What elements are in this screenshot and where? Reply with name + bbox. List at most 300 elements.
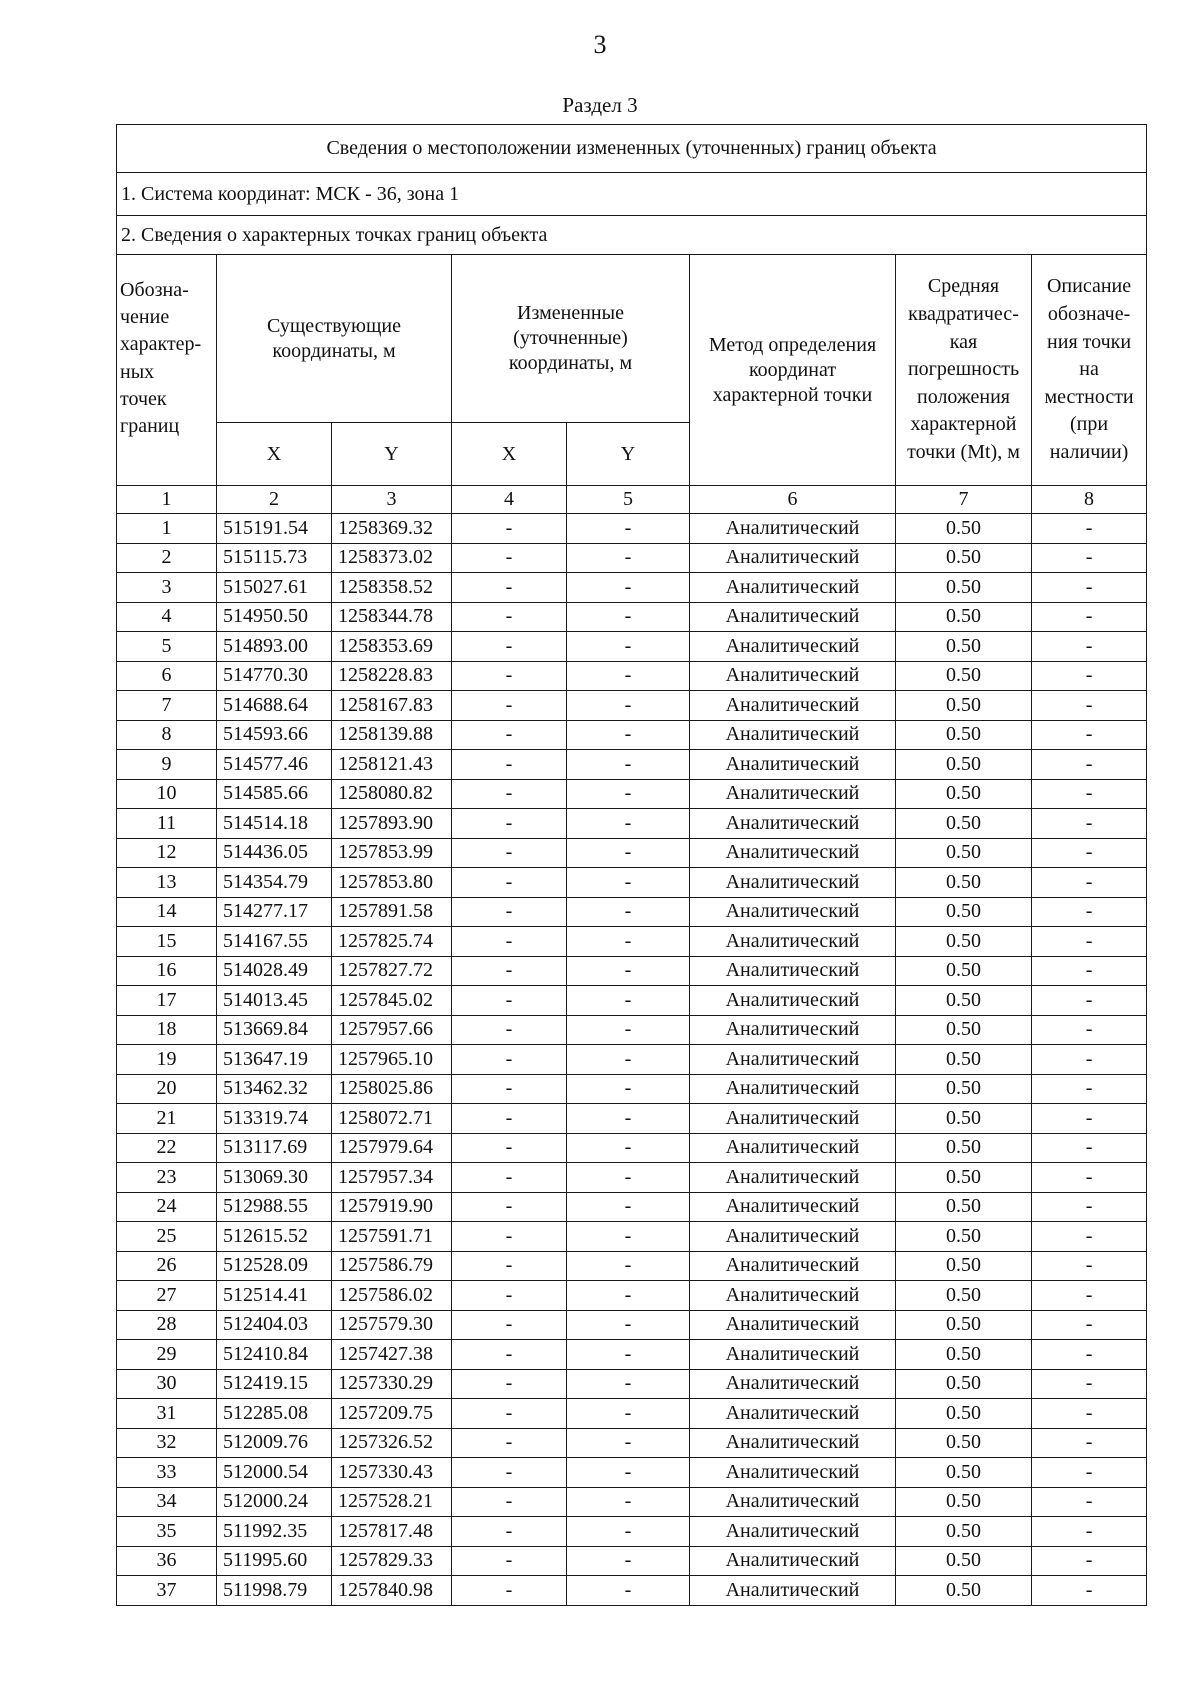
error: 0.50 (896, 1045, 1032, 1075)
table-row (117, 927, 1147, 957)
existing-y: 1257853.80 (332, 868, 452, 898)
point-number: 1 (117, 514, 217, 544)
existing-y: 1257579.30 (332, 1310, 452, 1340)
error: 0.50 (896, 514, 1032, 544)
table-row (117, 1281, 1147, 1311)
method: Аналитический (690, 1163, 896, 1193)
changed-x: - (452, 1251, 567, 1281)
changed-y: - (567, 1251, 690, 1281)
error: 0.50 (896, 779, 1032, 809)
changed-x: - (452, 1163, 567, 1193)
description: - (1032, 809, 1147, 839)
changed-x: - (452, 1458, 567, 1488)
existing-x: 513462.32 (217, 1074, 332, 1104)
existing-x: 513669.84 (217, 1015, 332, 1045)
existing-y: 1258228.83 (332, 661, 452, 691)
description: - (1032, 1222, 1147, 1252)
changed-y: - (567, 632, 690, 662)
point-number: 2 (117, 543, 217, 573)
description: - (1032, 691, 1147, 721)
error: 0.50 (896, 838, 1032, 868)
changed-x: - (452, 1576, 567, 1606)
method: Аналитический (690, 1222, 896, 1252)
existing-y: 1257965.10 (332, 1045, 452, 1075)
table-row (117, 543, 1147, 573)
changed-y: - (567, 691, 690, 721)
existing-x: 512988.55 (217, 1192, 332, 1222)
point-number: 12 (117, 838, 217, 868)
changed-x: - (452, 986, 567, 1016)
existing-y: 1257893.90 (332, 809, 452, 839)
header-changed-coords: Измененные (уточненные) координаты, м (452, 255, 690, 423)
changed-x: - (452, 750, 567, 780)
title-row (117, 125, 1147, 173)
existing-y: 1257979.64 (332, 1133, 452, 1163)
existing-y: 1257817.48 (332, 1517, 452, 1547)
changed-x: - (452, 1133, 567, 1163)
table-row (117, 750, 1147, 780)
description: - (1032, 632, 1147, 662)
existing-y: 1258080.82 (332, 779, 452, 809)
method: Аналитический (690, 691, 896, 721)
existing-x: 514585.66 (217, 779, 332, 809)
existing-y: 1258139.88 (332, 720, 452, 750)
existing-y: 1257827.72 (332, 956, 452, 986)
description: - (1032, 897, 1147, 927)
existing-y: 1257891.58 (332, 897, 452, 927)
table-row (117, 897, 1147, 927)
existing-y: 1257330.29 (332, 1369, 452, 1399)
changed-x: - (452, 1517, 567, 1547)
point-number: 11 (117, 809, 217, 839)
existing-y: 1257829.33 (332, 1546, 452, 1576)
changed-y: - (567, 514, 690, 544)
description: - (1032, 1428, 1147, 1458)
page-number: 3 (593, 30, 607, 59)
changed-y: - (567, 927, 690, 957)
changed-y: - (567, 1369, 690, 1399)
changed-x: - (452, 956, 567, 986)
method: Аналитический (690, 1133, 896, 1163)
changed-y: - (567, 1281, 690, 1311)
error: 0.50 (896, 1104, 1032, 1134)
column-number: 5 (567, 486, 690, 514)
point-number: 8 (117, 720, 217, 750)
error: 0.50 (896, 750, 1032, 780)
existing-x: 512615.52 (217, 1222, 332, 1252)
error: 0.50 (896, 1281, 1032, 1311)
existing-y: 1257209.75 (332, 1399, 452, 1429)
changed-y: - (567, 750, 690, 780)
method: Аналитический (690, 1192, 896, 1222)
existing-x: 514354.79 (217, 868, 332, 898)
changed-x: - (452, 1399, 567, 1429)
existing-y: 1258373.02 (332, 543, 452, 573)
point-number: 26 (117, 1251, 217, 1281)
existing-y: 1257825.74 (332, 927, 452, 957)
table-row (117, 956, 1147, 986)
changed-y: - (567, 602, 690, 632)
existing-y: 1258167.83 (332, 691, 452, 721)
method: Аналитический (690, 838, 896, 868)
changed-y: - (567, 1458, 690, 1488)
changed-y: - (567, 838, 690, 868)
changed-y: - (567, 543, 690, 573)
existing-x: 514013.45 (217, 986, 332, 1016)
method: Аналитический (690, 1340, 896, 1370)
existing-x: 512404.03 (217, 1310, 332, 1340)
existing-x: 512528.09 (217, 1251, 332, 1281)
changed-y: - (567, 1517, 690, 1547)
changed-x: - (452, 1369, 567, 1399)
existing-x: 515191.54 (217, 514, 332, 544)
point-number: 31 (117, 1399, 217, 1429)
point-number: 7 (117, 691, 217, 721)
changed-y: - (567, 956, 690, 986)
error: 0.50 (896, 1310, 1032, 1340)
description: - (1032, 927, 1147, 957)
changed-x: - (452, 809, 567, 839)
error: 0.50 (896, 1340, 1032, 1370)
table-row (117, 1163, 1147, 1193)
changed-x: - (452, 1192, 567, 1222)
changed-y: - (567, 1045, 690, 1075)
table-row (117, 691, 1147, 721)
existing-x: 515115.73 (217, 543, 332, 573)
description: - (1032, 543, 1147, 573)
existing-y: 1257919.90 (332, 1192, 452, 1222)
error: 0.50 (896, 1074, 1032, 1104)
existing-x: 514028.49 (217, 956, 332, 986)
changed-x: - (452, 720, 567, 750)
error: 0.50 (896, 927, 1032, 957)
table-row (117, 1340, 1147, 1370)
error: 0.50 (896, 897, 1032, 927)
point-number: 14 (117, 897, 217, 927)
existing-y: 1257586.02 (332, 1281, 452, 1311)
point-number: 29 (117, 1340, 217, 1370)
point-number: 18 (117, 1015, 217, 1045)
changed-y: - (567, 809, 690, 839)
changed-x: - (452, 1310, 567, 1340)
existing-x: 511998.79 (217, 1576, 332, 1606)
existing-y: 1257586.79 (332, 1251, 452, 1281)
error: 0.50 (896, 720, 1032, 750)
point-number: 35 (117, 1517, 217, 1547)
table-row (117, 1576, 1147, 1606)
method: Аналитический (690, 1104, 896, 1134)
existing-x: 512410.84 (217, 1340, 332, 1370)
existing-y: 1258344.78 (332, 602, 452, 632)
error: 0.50 (896, 1458, 1032, 1488)
changed-x: - (452, 927, 567, 957)
point-number: 15 (117, 927, 217, 957)
point-number: 24 (117, 1192, 217, 1222)
existing-y: 1258025.86 (332, 1074, 452, 1104)
changed-x: - (452, 661, 567, 691)
method: Аналитический (690, 1310, 896, 1340)
existing-y: 1257957.34 (332, 1163, 452, 1193)
error: 0.50 (896, 1251, 1032, 1281)
description: - (1032, 1517, 1147, 1547)
description: - (1032, 1104, 1147, 1134)
description: - (1032, 1251, 1147, 1281)
changed-x: - (452, 602, 567, 632)
point-number: 33 (117, 1458, 217, 1488)
existing-x: 514514.18 (217, 809, 332, 839)
description: - (1032, 986, 1147, 1016)
description: - (1032, 1015, 1147, 1045)
points-heading-row (117, 216, 1147, 255)
changed-y: - (567, 779, 690, 809)
changed-x: - (452, 1487, 567, 1517)
changed-x: - (452, 897, 567, 927)
error: 0.50 (896, 1133, 1032, 1163)
changed-x: - (452, 1222, 567, 1252)
existing-y: 1258358.52 (332, 573, 452, 603)
error: 0.50 (896, 868, 1032, 898)
existing-y: 1257853.99 (332, 838, 452, 868)
error: 0.50 (896, 1222, 1032, 1252)
changed-y: - (567, 1163, 690, 1193)
method: Аналитический (690, 632, 896, 662)
changed-y: - (567, 1487, 690, 1517)
changed-x: - (452, 1015, 567, 1045)
description: - (1032, 1310, 1147, 1340)
description: - (1032, 573, 1147, 603)
existing-y: 1257528.21 (332, 1487, 452, 1517)
point-number: 3 (117, 573, 217, 603)
existing-y: 1258353.69 (332, 632, 452, 662)
point-number: 13 (117, 868, 217, 898)
description: - (1032, 956, 1147, 986)
existing-x: 514167.55 (217, 927, 332, 957)
method: Аналитический (690, 661, 896, 691)
column-number: 6 (690, 486, 896, 514)
existing-x: 513069.30 (217, 1163, 332, 1193)
column-number: 8 (1032, 486, 1147, 514)
error: 0.50 (896, 573, 1032, 603)
point-number: 6 (117, 661, 217, 691)
changed-y: - (567, 1399, 690, 1429)
method: Аналитический (690, 543, 896, 573)
error: 0.50 (896, 1163, 1032, 1193)
existing-y: 1257330.43 (332, 1458, 452, 1488)
method: Аналитический (690, 720, 896, 750)
changed-y: - (567, 573, 690, 603)
table-row (117, 838, 1147, 868)
point-number: 19 (117, 1045, 217, 1075)
method: Аналитический (690, 1015, 896, 1045)
header-existing-y: Y (332, 423, 452, 486)
existing-x: 514577.46 (217, 750, 332, 780)
table-row (117, 1074, 1147, 1104)
changed-x: - (452, 632, 567, 662)
method: Аналитический (690, 809, 896, 839)
table-row (117, 1104, 1147, 1134)
table-body (117, 125, 1147, 1606)
method: Аналитический (690, 956, 896, 986)
existing-x: 514277.17 (217, 897, 332, 927)
table-row (117, 809, 1147, 839)
changed-x: - (452, 1428, 567, 1458)
changed-y: - (567, 1428, 690, 1458)
error: 0.50 (896, 1546, 1032, 1576)
changed-y: - (567, 1133, 690, 1163)
error: 0.50 (896, 809, 1032, 839)
point-number: 20 (117, 1074, 217, 1104)
header-designation: Обозна- чение характер- ных точек границ (117, 255, 217, 486)
column-number: 3 (332, 486, 452, 514)
existing-y: 1258072.71 (332, 1104, 452, 1134)
description: - (1032, 838, 1147, 868)
changed-x: - (452, 573, 567, 603)
header-existing-coords: Существующие координаты, м (217, 255, 452, 423)
table-row (117, 868, 1147, 898)
point-number: 34 (117, 1487, 217, 1517)
point-number: 25 (117, 1222, 217, 1252)
point-number: 9 (117, 750, 217, 780)
error: 0.50 (896, 1517, 1032, 1547)
description: - (1032, 1576, 1147, 1606)
existing-x: 511992.35 (217, 1517, 332, 1547)
existing-x: 514688.64 (217, 691, 332, 721)
method: Аналитический (690, 1045, 896, 1075)
method: Аналитический (690, 897, 896, 927)
table-row (117, 1251, 1147, 1281)
changed-y: - (567, 1104, 690, 1134)
changed-y: - (567, 868, 690, 898)
error: 0.50 (896, 1192, 1032, 1222)
table-row (117, 602, 1147, 632)
existing-x: 514950.50 (217, 602, 332, 632)
error: 0.50 (896, 1576, 1032, 1606)
header-changed-y: Y (567, 423, 690, 486)
changed-y: - (567, 1015, 690, 1045)
header-row-1 (117, 255, 1147, 423)
existing-y: 1257591.71 (332, 1222, 452, 1252)
description: - (1032, 1045, 1147, 1075)
changed-x: - (452, 779, 567, 809)
changed-x: - (452, 543, 567, 573)
header-existing-x: X (217, 423, 332, 486)
description: - (1032, 1340, 1147, 1370)
point-number: 10 (117, 779, 217, 809)
column-number: 4 (452, 486, 567, 514)
existing-x: 514436.05 (217, 838, 332, 868)
changed-x: - (452, 838, 567, 868)
method: Аналитический (690, 779, 896, 809)
method: Аналитический (690, 602, 896, 632)
changed-y: - (567, 986, 690, 1016)
header-description: Описание обозначе- ния точки на местности (при наличии) (1032, 255, 1147, 486)
point-number: 32 (117, 1428, 217, 1458)
point-number: 36 (117, 1546, 217, 1576)
method: Аналитический (690, 1369, 896, 1399)
method: Аналитический (690, 1399, 896, 1429)
description: - (1032, 1192, 1147, 1222)
error: 0.50 (896, 1015, 1032, 1045)
description: - (1032, 1133, 1147, 1163)
method: Аналитический (690, 1576, 896, 1606)
existing-x: 513117.69 (217, 1133, 332, 1163)
description: - (1032, 1458, 1147, 1488)
description: - (1032, 661, 1147, 691)
error: 0.50 (896, 543, 1032, 573)
existing-y: 1257427.38 (332, 1340, 452, 1370)
existing-x: 514593.66 (217, 720, 332, 750)
changed-y: - (567, 1340, 690, 1370)
error: 0.50 (896, 691, 1032, 721)
table-row (117, 573, 1147, 603)
error: 0.50 (896, 1487, 1032, 1517)
existing-x: 514770.30 (217, 661, 332, 691)
existing-x: 514893.00 (217, 632, 332, 662)
table-row (117, 1517, 1147, 1547)
existing-x: 512009.76 (217, 1428, 332, 1458)
method: Аналитический (690, 1487, 896, 1517)
table-row (117, 1192, 1147, 1222)
error: 0.50 (896, 602, 1032, 632)
changed-y: - (567, 1074, 690, 1104)
changed-y: - (567, 1192, 690, 1222)
column-number: 7 (896, 486, 1032, 514)
changed-y: - (567, 1310, 690, 1340)
changed-x: - (452, 1045, 567, 1075)
method: Аналитический (690, 1281, 896, 1311)
changed-x: - (452, 1074, 567, 1104)
table-row (117, 1310, 1147, 1340)
existing-x: 513647.19 (217, 1045, 332, 1075)
table-row (117, 514, 1147, 544)
method: Аналитический (690, 1517, 896, 1547)
coord-system-row (117, 173, 1147, 216)
changed-y: - (567, 661, 690, 691)
changed-x: - (452, 691, 567, 721)
changed-y: - (567, 720, 690, 750)
point-number: 5 (117, 632, 217, 662)
header-method: Метод определения координат характерной точки (690, 255, 896, 486)
changed-y: - (567, 1222, 690, 1252)
points-heading: 2. Сведения о характерных точках границ объекта (117, 216, 1147, 255)
point-number: 21 (117, 1104, 217, 1134)
point-number: 28 (117, 1310, 217, 1340)
existing-x: 515027.61 (217, 573, 332, 603)
point-number: 22 (117, 1133, 217, 1163)
existing-x: 512000.54 (217, 1458, 332, 1488)
column-number: 2 (217, 486, 332, 514)
changed-x: - (452, 1340, 567, 1370)
description: - (1032, 602, 1147, 632)
existing-x: 511995.60 (217, 1546, 332, 1576)
table-row (117, 779, 1147, 809)
point-number: 27 (117, 1281, 217, 1311)
description: - (1032, 1546, 1147, 1576)
table-row (117, 1133, 1147, 1163)
table-row (117, 1222, 1147, 1252)
existing-y: 1258121.43 (332, 750, 452, 780)
existing-x: 512419.15 (217, 1369, 332, 1399)
table-row (117, 1399, 1147, 1429)
existing-x: 513319.74 (217, 1104, 332, 1134)
method: Аналитический (690, 1546, 896, 1576)
changed-y: - (567, 897, 690, 927)
header-error: Средняя квадратичес- кая погрешность положения характерной точки (Mt), м (896, 255, 1032, 486)
changed-y: - (567, 1576, 690, 1606)
table-row (117, 1487, 1147, 1517)
description: - (1032, 1163, 1147, 1193)
changed-x: - (452, 514, 567, 544)
